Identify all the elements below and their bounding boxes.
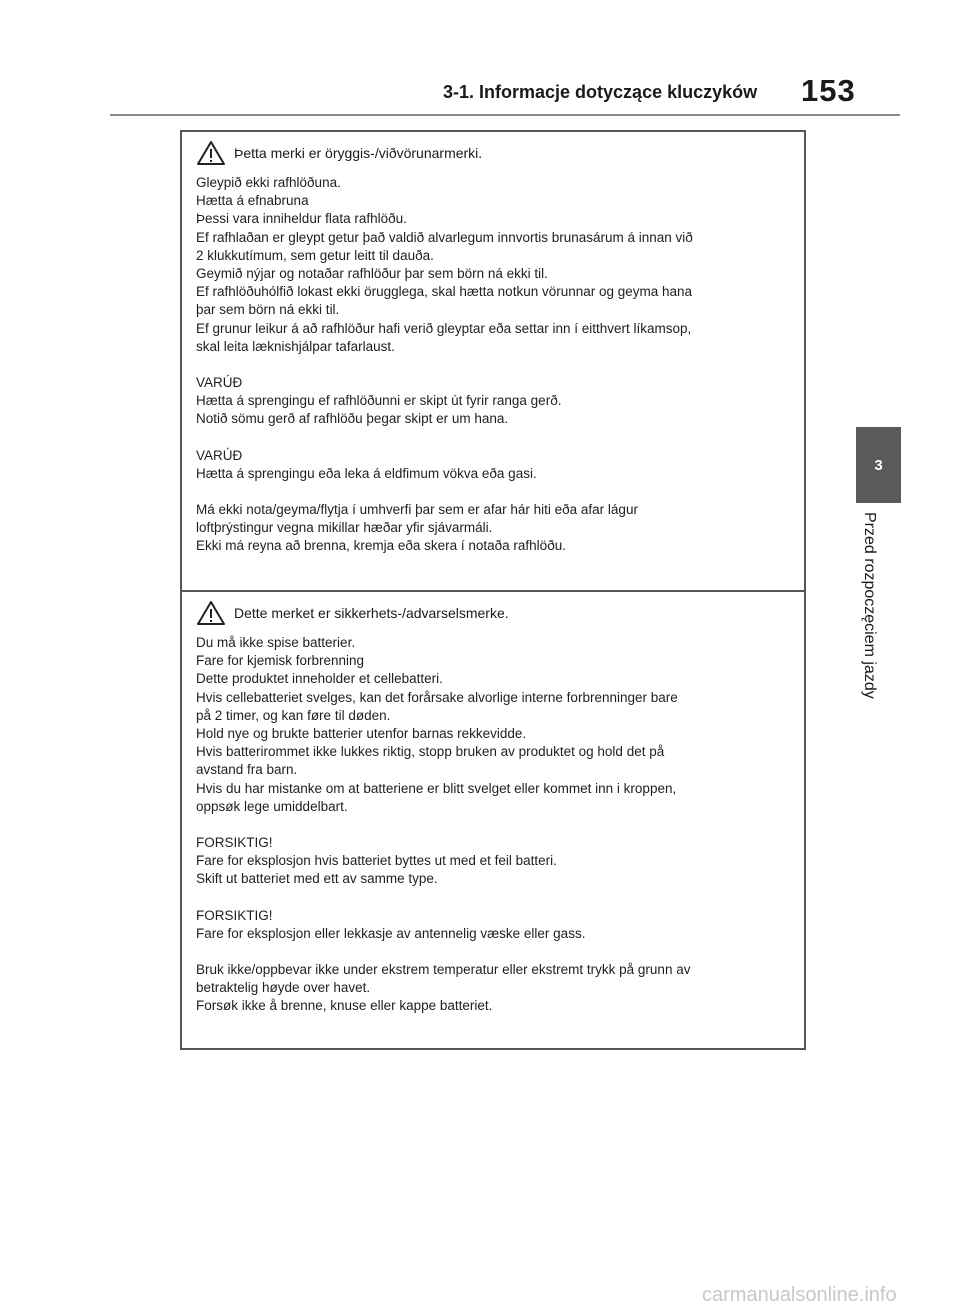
text-line: Bruk ikke/oppbevar ikke under ekstrem temperatur eller ekstremt trykk på grunn av (196, 962, 691, 978)
text-line: þar sem börn ná ekki til. (196, 302, 340, 318)
text-line: Notið sömu gerð af rafhlöðu þegar skipt er um hana. (196, 411, 509, 427)
text-line: Þessi vara inniheldur flata rafhlöðu. (196, 211, 407, 227)
text-line: Ekki má reyna að brenna, kremja eða skera í notaða rafhlöðu. (196, 538, 566, 554)
text-line: betraktelig høyde over havet. (196, 980, 371, 996)
paragraph-gap (196, 483, 790, 501)
warning-paragraph (196, 374, 790, 429)
text-line: Skift ut batteriet med ett av samme type. (196, 871, 438, 887)
text-line: Ef rafhlöðuhólfið lokast ekki örugglega, skal hætta notkun vörunnar og geyma hana (196, 284, 693, 300)
warning-body (196, 174, 790, 556)
warning-paragraph (196, 447, 790, 483)
paragraph-gap (196, 816, 790, 834)
warning-box-icelandic (180, 130, 806, 592)
text-line: Ef rafhlaðan er gleypt getur það valdið alvarlegum innvortis brunasárum á innan við (196, 229, 693, 245)
text-line: VARÚÐ (196, 375, 243, 391)
watermark: carmanualsonline.info (702, 1284, 897, 1306)
header-divider (110, 114, 900, 116)
text-line: Dette produktet inneholder et cellebatteri. (196, 671, 443, 687)
text-line: Fare for eksplosjon eller lekkasje av antennelig væske eller gass. (196, 925, 586, 941)
chapter-title: Przed rozpoczęciem jazdy (861, 512, 878, 699)
paragraph-gap (196, 429, 790, 447)
text-line: Má ekki nota/geyma/flytja í umhverfi þar sem er afar hár hiti eða afar lágur (196, 502, 638, 518)
text-line: Hætta á sprengingu ef rafhlöðunni er skipt út fyrir ranga gerð. (196, 393, 562, 409)
text-line: Fare for kjemisk forbrenning (196, 653, 365, 669)
text-line: Gleypið ekki rafhlöðuna. (196, 175, 341, 190)
warning-triangle-icon (196, 140, 226, 166)
warning-triangle-icon (196, 600, 226, 626)
text-line: VARÚÐ (196, 447, 243, 463)
warning-paragraph (196, 501, 790, 556)
page-number: 153 (801, 73, 856, 108)
text-line: Geymið nýjar og notaðar rafhlöður þar sem börn ná ekki til. (196, 266, 548, 282)
warning-paragraph (196, 834, 790, 889)
paragraph-gap (196, 889, 790, 907)
text-line: Hvis batterirommet ikke lukkes riktig, stopp bruken av produktet og hold det på (196, 744, 665, 760)
text-line: Hold nye og brukte batterier utenfor barnas rekkevidde. (196, 726, 527, 742)
text-line: FORSIKTIG! (196, 835, 273, 851)
text-line: Hætta á sprengingu eða leka á eldfimum vökva eða gasi. (196, 465, 537, 481)
warning-box-norwegian (180, 590, 806, 1050)
text-line: Du må ikke spise batterier. (196, 635, 356, 650)
warning-heading (196, 132, 790, 174)
warning-paragraph (196, 961, 790, 1016)
text-line: FORSIKTIG! (196, 907, 273, 923)
paragraph-gap (196, 356, 790, 374)
text-line: Forsøk ikke å brenne, knuse eller kappe batteriet. (196, 998, 493, 1014)
text-line: Ef grunur leikur á að rafhlöður hafi verið gleyptar eða settar inn í eitthvert líkamsop, (196, 320, 692, 336)
text-line: på 2 timer, og kan føre til døden. (196, 707, 391, 723)
text-line: loftþrýstingur vegna mikillar hæðar yfir sjávarmáli. (196, 520, 493, 536)
warning-body (196, 634, 790, 1016)
paragraph-gap (196, 943, 790, 961)
text-line: Hætta á efnabruna (196, 193, 309, 209)
chapter-number: 3 (874, 456, 883, 474)
section-title: 3-1. Informacje dotyczące kluczyków (443, 82, 758, 102)
warning-heading-text: Þetta merki er öryggis-/viðvörunarmerki. (234, 145, 483, 161)
warning-paragraph (196, 907, 790, 943)
text-line: oppsøk lege umiddelbart. (196, 798, 348, 814)
text-line: Hvis du har mistanke om at batteriene er blitt svelget eller kommet inn i kroppen, (196, 780, 677, 796)
warning-heading (196, 592, 790, 634)
warning-paragraph (196, 174, 790, 356)
text-line: skal leita læknishjálpar tafarlaust. (196, 338, 395, 354)
warning-paragraph (196, 634, 790, 816)
text-line: Hvis cellebatteriet svelges, kan det forårsake alvorlige interne forbrenninger bare (196, 689, 678, 705)
warning-heading-text: Dette merket er sikkerhets-/advarselsmerke. (234, 605, 509, 621)
text-line: Fare for eksplosjon hvis batteriet byttes ut med et feil batteri. (196, 853, 557, 869)
chapter-tab (856, 427, 901, 503)
text-line: 2 klukkutímum, sem getur leitt til dauða. (196, 247, 434, 263)
text-line: avstand fra barn. (196, 762, 298, 778)
